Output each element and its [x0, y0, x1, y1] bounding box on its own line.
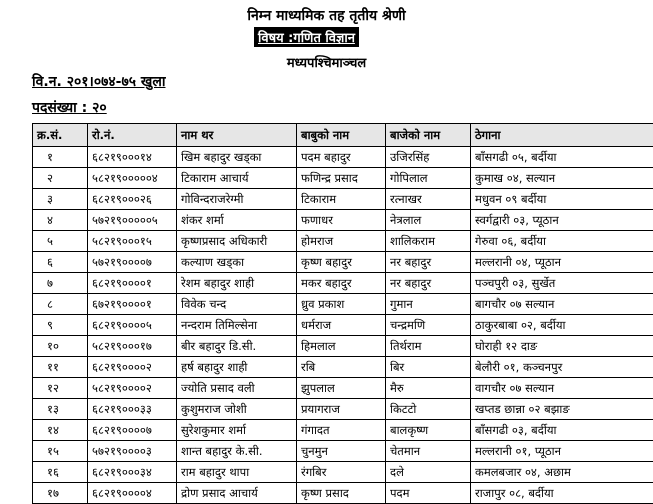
cell-serial: ११ [33, 357, 88, 378]
cell-father-name: फणाधर [297, 210, 386, 231]
header-name: नाम थर [177, 124, 297, 147]
cell-roll-number: ६८२१९००००७ [88, 420, 177, 441]
table-row [33, 378, 653, 399]
cell-address: कुमाख ०४, सल्यान [471, 168, 653, 189]
cell-grandfather-name: पदम [386, 483, 471, 504]
region-label: मध्यपश्चिमाञ्चल [0, 53, 653, 71]
cell-grandfather-name: उजिरसिंह [386, 147, 471, 168]
cell-grandfather-name: बिर [386, 357, 471, 378]
table-row [33, 399, 653, 420]
cell-father-name: पदम बहादुर [297, 147, 386, 168]
cell-serial: १५ [33, 441, 88, 462]
header-grandfather-name: बाजेको नाम [386, 124, 471, 147]
cell-roll-number: ५८२१९०००१५ [88, 231, 177, 252]
cell-grandfather-name: नेत्रलाल [386, 210, 471, 231]
cell-address: गेरुवा ०६, बर्दीया [471, 231, 653, 252]
table-body [33, 147, 653, 504]
table-row [33, 357, 653, 378]
cell-grandfather-name: दले [386, 462, 471, 483]
cell-name: कुशुमराज जोशी [177, 399, 297, 420]
cell-address: घोराही १२ दाङ [471, 336, 653, 357]
cell-grandfather-name: गुमान [386, 294, 471, 315]
cell-father-name: फणिन्द्र प्रसाद [297, 168, 386, 189]
cell-grandfather-name: बालकृष्ण [386, 420, 471, 441]
cell-name: राम बहादुर थापा [177, 462, 297, 483]
table-row [33, 189, 653, 210]
cell-father-name: कृष्ण बहादुर [297, 252, 386, 273]
cell-address: मधुवन ०९ बर्दीया [471, 189, 653, 210]
cell-grandfather-name: चन्द्रमणि [386, 315, 471, 336]
cell-name: शान्त बहादुर के.सी. [177, 441, 297, 462]
cell-name: कल्याण खड्का [177, 252, 297, 273]
cell-address: वागचौर ०७ सल्यान [471, 378, 653, 399]
cell-father-name: मकर बहादुर [297, 273, 386, 294]
cell-address: स्वर्गद्वारी ०३, प्यूठान [471, 210, 653, 231]
cell-address: बाँसगढी ०३, बर्दीया [471, 420, 653, 441]
cell-father-name: गंगादत [297, 420, 386, 441]
cell-roll-number: ५८२१९००००२ [88, 378, 177, 399]
cell-name: गोविन्दराजरेग्मी [177, 189, 297, 210]
cell-serial: ४ [33, 210, 88, 231]
cell-address: मल्लरानी ०४, प्यूठान [471, 252, 653, 273]
cell-grandfather-name: तिर्थराम [386, 336, 471, 357]
cell-roll-number: ५८२१९०००००४ [88, 168, 177, 189]
cell-name: शंकर शर्मा [177, 210, 297, 231]
post-count: पदसंख्या : २० [32, 98, 107, 117]
cell-name: टिकाराम आचार्य [177, 168, 297, 189]
header-roll-number: रो.नं. [88, 124, 177, 147]
cell-name: नन्दराम तिमिल्सेना [177, 315, 297, 336]
cell-father-name: कृष्ण प्रसाद [297, 483, 386, 504]
cell-father-name: हिमलाल [297, 336, 386, 357]
cell-father-name: रबि [297, 357, 386, 378]
table-header-row [33, 124, 653, 147]
cell-name: सुरेशकुमार शर्मा [177, 420, 297, 441]
cell-grandfather-name: नर बहादुर [386, 273, 471, 294]
cell-father-name: झुपलाल [297, 378, 386, 399]
table-row [33, 273, 653, 294]
cell-grandfather-name: मैरु [386, 378, 471, 399]
table-row [33, 231, 653, 252]
cell-address: बेलौरी ०१, कञ्चनपुर [471, 357, 653, 378]
cell-roll-number: ५७२१९००००७ [88, 252, 177, 273]
cell-grandfather-name: गोपिलाल [386, 168, 471, 189]
cell-roll-number: ६७२१९००००१ [88, 294, 177, 315]
cell-grandfather-name: रत्नाखर [386, 189, 471, 210]
table-row [33, 441, 653, 462]
cell-roll-number: ५७२१९००००३ [88, 441, 177, 462]
table-row [33, 210, 653, 231]
cell-roll-number: ६८२१९०००३३ [88, 399, 177, 420]
cell-address: कमलबजार ०४, अछाम [471, 462, 653, 483]
cell-father-name: रंगबिर [297, 462, 386, 483]
cell-grandfather-name: नर बहादुर [386, 252, 471, 273]
cell-serial: ३ [33, 189, 88, 210]
cell-serial: १० [33, 336, 88, 357]
cell-father-name: होमराज [297, 231, 386, 252]
cell-grandfather-name: किटटो [386, 399, 471, 420]
cell-roll-number: ६८२१९००००१ [88, 273, 177, 294]
cell-address: खप्तड छान्ना ०२ बझाङ [471, 399, 653, 420]
cell-serial: ५ [33, 231, 88, 252]
cell-address: पञ्चपुरी ०३, सुर्खेत [471, 273, 653, 294]
results-table [32, 123, 653, 504]
cell-address: ठाकुरबाबा ०२, बर्दीया [471, 315, 653, 336]
header-serial: क्र.सं. [33, 124, 88, 147]
cell-serial: ६ [33, 252, 88, 273]
cell-name: द्रोण प्रसाद आचार्य [177, 483, 297, 504]
cell-father-name: ध्रुव प्रकाश [297, 294, 386, 315]
cell-serial: २ [33, 168, 88, 189]
cell-name: बीर बहादुर डि.सी. [177, 336, 297, 357]
cell-roll-number: ६८२१९००००५ [88, 315, 177, 336]
cell-serial: १३ [33, 399, 88, 420]
cell-address: बाँसगढी ०५, बर्दीया [471, 147, 653, 168]
table-row [33, 483, 653, 504]
cell-name: हर्ष बहादुर शाही [177, 357, 297, 378]
table-row [33, 147, 653, 168]
cell-serial: ९ [33, 315, 88, 336]
table-row [33, 294, 653, 315]
table-row [33, 462, 653, 483]
cell-address: मल्लरानी ०१, प्यूठान [471, 441, 653, 462]
cell-name: विवेक चन्द [177, 294, 297, 315]
cell-grandfather-name: शालिकराम [386, 231, 471, 252]
cell-roll-number: ६८२१९००००४ [88, 483, 177, 504]
cell-roll-number: ६८२१९००००२ [88, 357, 177, 378]
cell-serial: १ [33, 147, 88, 168]
table-row [33, 252, 653, 273]
cell-roll-number: ६८२१९०००१४ [88, 147, 177, 168]
subject-label: विषय :गणित विज्ञान [254, 27, 359, 47]
cell-name: खिम बहादुर खड्का [177, 147, 297, 168]
table-row [33, 168, 653, 189]
table-row [33, 336, 653, 357]
notice-number: वि.न. २०१।०७४-७५ खुला [32, 72, 166, 91]
cell-serial: ७ [33, 273, 88, 294]
cell-address: राजापुर ०८, बर्दीया [471, 483, 653, 504]
header-father-name: बाबुको नाम [297, 124, 386, 147]
cell-father-name: प्रयागराज [297, 399, 386, 420]
document-title: निम्न माध्यमिक तह तृतीय श्रेणी [0, 6, 653, 25]
cell-serial: ८ [33, 294, 88, 315]
cell-roll-number: ५८२१९०००१७ [88, 336, 177, 357]
header-address: ठेगाना [471, 124, 653, 147]
cell-serial: १४ [33, 420, 88, 441]
cell-name: कृष्णप्रसाद अधिकारी [177, 231, 297, 252]
table-row [33, 420, 653, 441]
cell-roll-number: ५७२१९०००००५ [88, 210, 177, 231]
cell-grandfather-name: चेतमान [386, 441, 471, 462]
cell-father-name: टिकाराम [297, 189, 386, 210]
cell-name: ज्योति प्रसाद वली [177, 378, 297, 399]
cell-serial: १२ [33, 378, 88, 399]
cell-serial: १७ [33, 483, 88, 504]
cell-father-name: चुनमुन [297, 441, 386, 462]
table-row [33, 315, 653, 336]
cell-roll-number: ६८२१९०००३४ [88, 462, 177, 483]
cell-father-name: धर्मराज [297, 315, 386, 336]
cell-address: बागचौर ०७ सल्यान [471, 294, 653, 315]
cell-roll-number: ६८२१९०००२६ [88, 189, 177, 210]
cell-name: रेशम बहादुर शाही [177, 273, 297, 294]
cell-serial: १६ [33, 462, 88, 483]
